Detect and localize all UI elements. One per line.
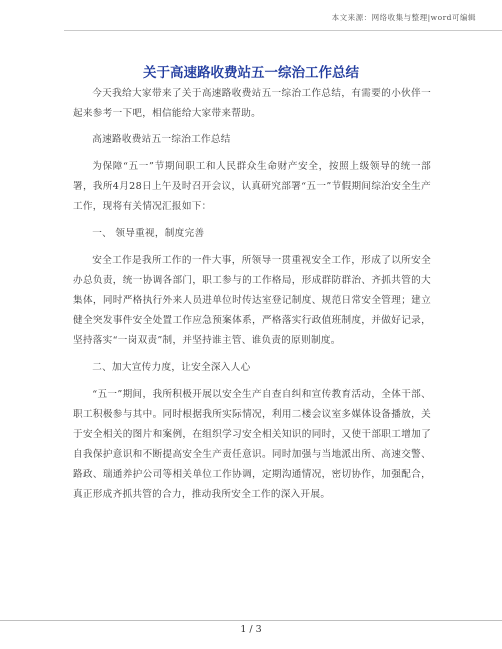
header-divider: [64, 30, 502, 31]
opening-paragraph: 为保障“五一”节期间职工和人民群众生命财产安全，按照上级领导的统一部署，我所4月28日上午及时召开会议，认真研究部署“五一”节假期间综治安全生产工作，现将有关情况汇报如下：: [73, 161, 431, 212]
intro-paragraph: 今天我给大家带来了关于高速路收费站五一综治工作总结，有需要的小伙伴一起来参考一下吧，相信能给大家带来帮助。: [73, 88, 431, 119]
section-heading-2: 二、加大宣传力度，让安全深入人心: [92, 362, 251, 373]
document-body: [73, 84, 431, 512]
subtitle-paragraph: 高速路收费站五一综治工作总结: [92, 134, 231, 145]
page-number: 1 / 3: [240, 624, 262, 635]
header-source-note: 本文来源：网络收集与整理|word可编辑: [331, 13, 476, 22]
footer-divider: [0, 620, 502, 621]
section-heading-1: 一、 领导重视，制度完善: [92, 228, 205, 239]
section-2-paragraph: “五一”期间，我所积极开展以安全生产自查自纠和宣传教育活动，全体干部、职工积极参与其中。同时根据我所实际情况，利用二楼会议室多媒体设备播放，关于安全相关的图片和案例，在组织学习安全相关知识的同时，又使干部职工增加了自我保护意识和不断提高安全生产责任意识。同时加强与当地派出所、高速交警、路政、瑞通养护公司等相关单位工作协调，定期沟通情况，密切协作，加强配合，真正形成齐抓共管的合力，推动我所安全工作的深入开展。: [73, 389, 431, 500]
section-1-paragraph: 安全工作是我所工作的一件大事，所领导一贯重视安全工作，形成了以所安全办总负责，统一协调各部门，职工参与的工作格局，形成群防群治、齐抓共管的大集体，同时严格执行外来人员进单位时传达室登记制度、规范日常安全管理；建立健全突发事件安全处置工作应急预案体系，严格落实行政值班制度，并做好记录，坚持落实“一岗双责”制，并坚持谁主管、谁负责的原则制度。: [73, 255, 431, 346]
document-title: 关于高速路收费站五一综治工作总结: [143, 65, 359, 81]
